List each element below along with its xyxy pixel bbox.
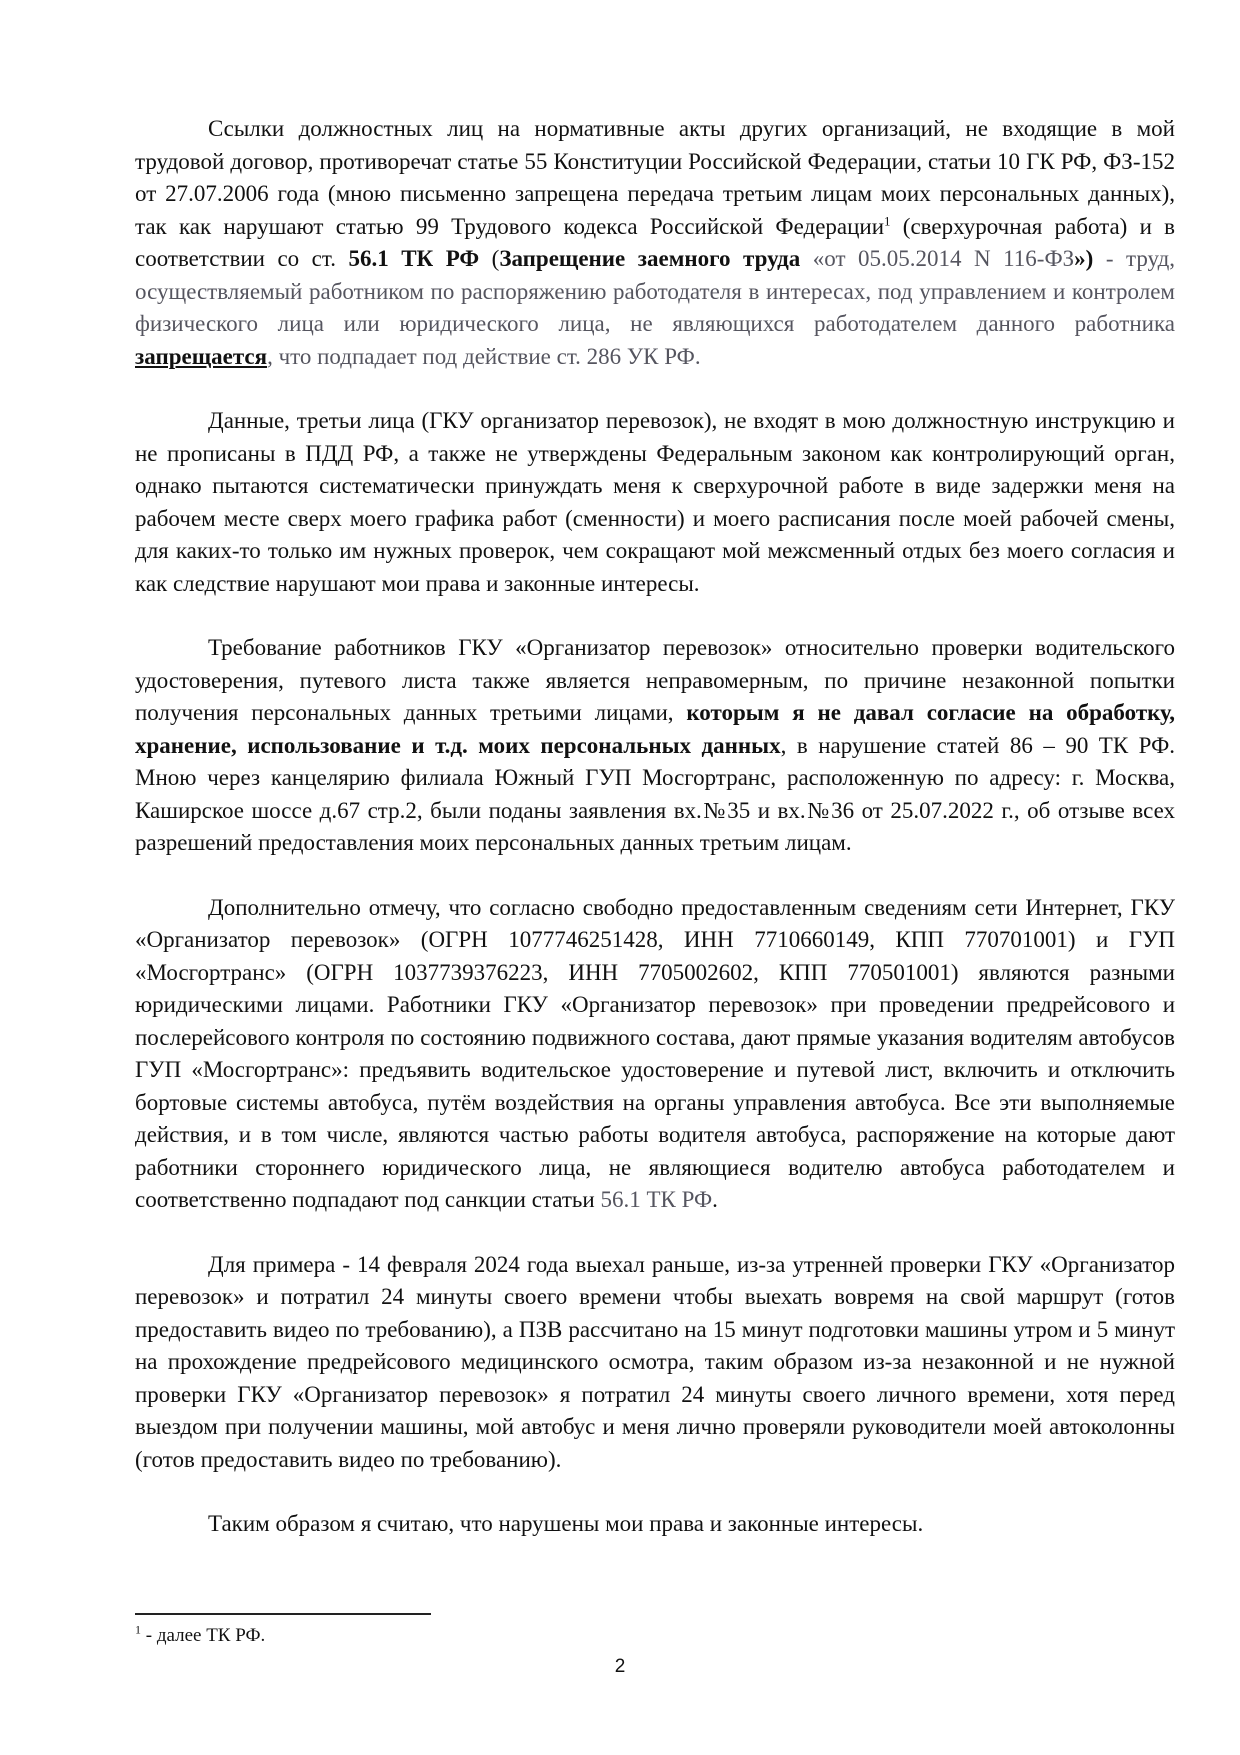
paragraph [135, 1508, 1175, 1541]
page-number: 2 [614, 1656, 626, 1677]
text-run: (сверхурочная работа) и в соответствии со ст. [135, 213, 1175, 271]
footnote-text: - далее ТК РФ. [141, 1625, 266, 1646]
quoted-law-text: 56.1 ТК РФ [600, 1187, 713, 1212]
footnote-reference: 1 [884, 212, 891, 228]
paragraph [135, 1249, 1175, 1477]
text-run: , в нарушение статей 86 – 90 ТК РФ. Мною через канцелярию филиала Южный ГУП Мосгортранс, расположенную по адресу: г. Москва, Каширское шоссе д.67 стр.2, были поданы заявления вх.№35 и вх.№36 от 25.07.2022 г., об отзыве всех разрешений предоставления моих персональных данных третьим лицам. [135, 732, 1175, 855]
footnote-marker: 1 [135, 1622, 141, 1637]
quoted-law-text: , что подпадает под действие ст. 286 УК РФ. [267, 343, 701, 369]
text-run: Ссылки должностных лиц на нормативные акты других организаций, не входящие в мой трудовой договор, противоречат статье 55 Конституции Российской Федерации, статьи 10 ГК РФ, ФЗ-152 от 27.07.2006 года (мною письменно запрещена передача третьим лицам моих персональных данных), так как нарушают статью 99 Трудового кодекса Российской Федерации [135, 116, 1175, 239]
underlined-text: запрещается [135, 343, 268, 369]
text-run: Требование работников ГКУ «Организатор перевозок» относительно проверки водительского удостоверения, путевого листа также является неправомерным, по причине незаконной попытки получения персональных данных третьими лицами, [135, 635, 1175, 725]
footnote-separator [135, 1613, 431, 1615]
footnote [135, 1624, 265, 1648]
quoted-law-text: - труд, осуществляемый работником по распоряжению работодателя в интересах, под управлением и контролем физического лица или юридического лица, не являющихся работодателем данного работника [135, 246, 1176, 336]
paragraph [135, 892, 1175, 1217]
bold-text: ») [1074, 246, 1094, 271]
bold-text: Запрещение заемного труда [499, 246, 801, 271]
text-run: . [712, 1187, 718, 1212]
text-run: Дополнительно отмечу, что согласно свободно предоставленным сведениям сети Интернет, ГКУ «Организатор перевозок» (ОГРН 1077746251428, ИНН 7710660149, КПП 770701001) и ГУП «Мосгортранс» (ОГРН 1037739376223, ИНН 7705002602, КПП 770501001) являются разными юридическими лицами. Работники ГКУ «Организатор перевозок» при проведении предрейсового и послерейсового контроля по состоянию подвижного состава, дают прямые указания водителям автобусов ГУП «Мосгортранс»: предъявить водительское удостоверение и путевой лист, включить и отключить бортовые системы автобуса, путём воздействия на органы управления автобуса. Все эти выполняемые действия, и в том числе, являются частью работы водителя автобуса, распоряжение на которые дают работники стороннего юридического лица, не являющиеся водителю автобуса работодателем и соответственно подпадают под санкции статьи [135, 894, 1175, 1212]
paragraph [135, 113, 1175, 373]
quoted-law-text: « [800, 246, 825, 271]
text-run: Таким образом я считаю, что нарушены мои права и законные интересы. [208, 1511, 924, 1536]
paragraph [135, 405, 1175, 600]
document-body [135, 113, 1175, 1541]
quoted-law-text: от 05.05.2014 N 116-ФЗ [824, 246, 1075, 271]
bold-text: 56.1 ТК РФ [348, 246, 480, 271]
text-run: ( [479, 246, 500, 271]
text-run: Для примера - 14 февраля 2024 года выехал раньше, из-за утренней проверки ГКУ «Организатор перевозок» и потратил 24 минуты своего времени чтобы выехать вовремя на свой маршрут (готов предоставить видео по требованию), а ПЗВ рассчитано на 15 минут подготовки машины утром и 5 минут на прохождение предрейсового медицинского осмотра, таким образом из-за незаконной и не нужной проверки ГКУ «Организатор перевозок» я потратил 24 минуты своего личного времени, хотя перед выездом при получении машины, мой автобус и меня лично проверяли руководители моей автоколонны (готов предоставить видео по требованию). [135, 1251, 1175, 1472]
text-run: Данные, третьи лица (ГКУ организатор перевозок), не входят в мою должностную инструкцию и не прописаны в ПДД РФ, а также не утверждены Федеральным законом как контролирующий орган, однако пытаются систематически принуждать меня к сверхурочной работе в виде задержки меня на рабочем месте сверх моего графика работ (сменности) и моего расписания после моей рабочей смены, для каких-то только им нужных проверок, чем сокращают мой межсменный отдых без моего согласия и как следствие нарушают мои права и законные интересы. [135, 408, 1175, 596]
bold-text: которым я не давал согласие на обработку, хранение, использование и т.д. моих персональных данных [135, 700, 1175, 758]
paragraph [135, 632, 1175, 860]
